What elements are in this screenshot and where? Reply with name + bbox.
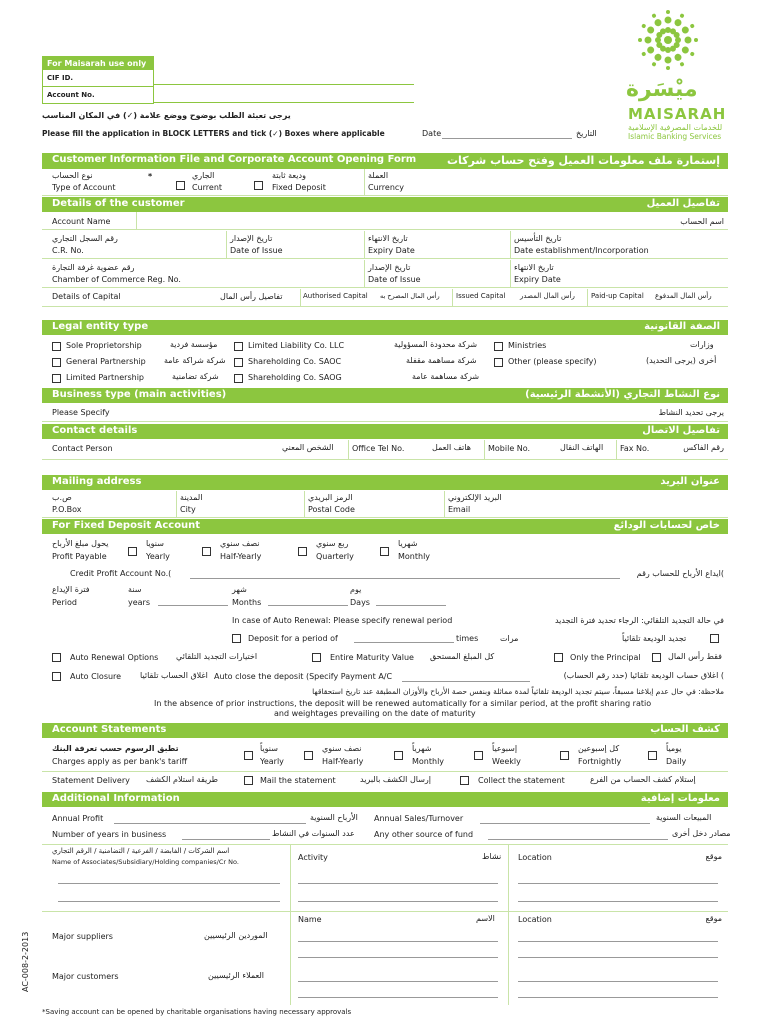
years-field[interactable]: [158, 605, 228, 606]
ap-ar: الأرباح السنوية: [310, 813, 358, 822]
location-line-2[interactable]: [518, 901, 718, 902]
sole-ar: مؤسسة فردية: [170, 340, 218, 349]
use-only-title: For Maisarah use only: [43, 57, 153, 70]
fd-hy-en: Half-Yearly: [220, 552, 262, 561]
coll-ar: إستلام كشف الحساب من الفرع: [590, 775, 696, 784]
customer-loc-1[interactable]: [518, 981, 718, 982]
saoc-checkbox[interactable]: [234, 358, 243, 367]
per-ar: فترة الإيداع: [52, 585, 90, 594]
divider: [42, 771, 728, 772]
ny-en: Number of years in business: [52, 830, 167, 839]
fd-quarterly-checkbox[interactable]: [298, 547, 307, 556]
doi-ar: تاريخ الإصدار: [230, 234, 273, 243]
assoc-line-2[interactable]: [58, 901, 280, 902]
details-title-ar: تفاصيل العميل: [646, 198, 720, 209]
divider: [364, 169, 365, 196]
pp-ar: يحول مبلغ الأرباح: [52, 539, 109, 548]
pp-en: Profit Payable: [52, 552, 107, 561]
st-daily-checkbox[interactable]: [648, 751, 657, 760]
logo-ar: ميْسَرة: [626, 77, 698, 102]
collect-statement-checkbox[interactable]: [460, 776, 469, 785]
activity-en: Activity: [298, 853, 328, 862]
mailing-title-en: Mailing address: [52, 476, 142, 487]
doi-en: Date of Issue: [230, 246, 283, 255]
st-hy-ar: نصف سنوي: [322, 744, 362, 753]
mobile-ar: الهاتف النقال: [560, 443, 604, 452]
divider: [444, 491, 445, 518]
deposit-period-field[interactable]: [354, 642, 454, 643]
fax-ar: رقم الفاكس: [683, 443, 724, 452]
divider: [510, 260, 511, 288]
fd-y-ar: سنويا: [146, 539, 164, 548]
aro-ar: اختيارات التجديد التلقائي: [176, 652, 258, 661]
details-title-en: Details of the customer: [52, 198, 185, 209]
currency-en: Currency: [368, 183, 405, 192]
exp-ar: تاريخ الانتهاء: [368, 234, 408, 243]
lp-checkbox[interactable]: [52, 374, 61, 383]
ministries-checkbox[interactable]: [494, 342, 503, 351]
cr-ar: رقم السجل التجاري: [52, 234, 118, 243]
st-d-ar: يومياً: [666, 744, 682, 753]
note-en1: In the absence of prior instructions, the deposit will be renewed automatically for a similar period, at the profit sharing ratio: [154, 699, 652, 708]
fd-hy-ar: نصف سنوي: [220, 539, 260, 548]
saog-en: Shareholding Co. SAOG: [248, 373, 342, 382]
divider: [508, 845, 509, 1005]
emv-en: Entire Maturity Value: [330, 653, 414, 662]
ac-ar: اغلاق الحساب تلقائيا: [140, 671, 208, 680]
sole-en: Sole Proprietorship: [66, 341, 142, 350]
times-en: times: [456, 634, 479, 643]
days-field[interactable]: [376, 605, 446, 606]
activity-line-1[interactable]: [298, 883, 498, 884]
contact-title-ar: تفاصيل الاتصال: [642, 425, 720, 436]
email-en: Email: [448, 505, 471, 514]
type-label-ar: نوع الحساب: [52, 171, 93, 180]
fd-m-ar: شهريا: [398, 539, 418, 548]
ap-en: Annual Profit: [52, 814, 104, 823]
form-title-bar: [42, 153, 728, 169]
capital-ar: تفاصيل رأس المال: [220, 292, 283, 301]
fd-ar: وديعة ثابتة: [272, 171, 306, 180]
op-ar-checkbox[interactable]: [652, 653, 661, 662]
at-ar: المبيعات السنوية: [656, 813, 712, 822]
mailing-title-ar: عنوان البريد: [660, 476, 720, 487]
dy-ar: يوم: [350, 585, 362, 594]
ms-en: Major suppliers: [52, 932, 113, 941]
min-en: Ministries: [508, 341, 547, 350]
op-en: Only the Principal: [570, 653, 641, 662]
contact-bar: [42, 424, 728, 439]
fd-q-en: Quarterly: [316, 552, 354, 561]
business-title-ar: نوع النشاط التجاري (الأنشطة الرئيسية): [525, 389, 720, 400]
activity-ar: نشاط: [482, 852, 502, 861]
other-checkbox[interactable]: [494, 358, 503, 367]
per-en: Period: [52, 598, 77, 607]
divider: [300, 289, 301, 307]
st-m-en: Monthly: [412, 757, 445, 766]
dep-en: Deposit for a period of: [248, 634, 338, 643]
dep-ar: تجديد الوديعة تلقائياً: [622, 634, 687, 643]
city-ar: المدينة: [180, 493, 203, 502]
fd-m-en: Monthly: [398, 552, 431, 561]
capital-en: Details of Capital: [52, 292, 121, 301]
maisarah-logo-icon: [638, 10, 698, 70]
supplier-line-2[interactable]: [298, 957, 498, 958]
ccr-en: Chamber of Commerce Reg. No.: [52, 275, 181, 284]
principal-checkbox[interactable]: [554, 653, 563, 662]
legal-title-en: Legal entity type: [52, 321, 149, 332]
oth-ar: أخرى (يرجى التحديد): [646, 356, 717, 365]
coll-en: Collect the statement: [478, 776, 565, 785]
times-ar: مرات: [500, 634, 519, 643]
business-bar: [42, 388, 728, 403]
account-name-en: Account Name: [52, 217, 111, 226]
iss-en: Issued Capital: [456, 292, 506, 300]
st-w-ar: إسبوعياً: [492, 744, 518, 753]
fd-title-en: For Fixed Deposit Account: [52, 520, 201, 531]
gp-en: General Partnership: [66, 357, 146, 366]
auto-closure-checkbox[interactable]: [52, 672, 61, 681]
logo-sub-ar: للخدمات المصرفية الإسلامية: [628, 123, 723, 132]
location2-ar: موقع: [705, 914, 722, 923]
pobox-en: P.O.Box: [52, 505, 82, 514]
os-en: Any other source of fund: [374, 830, 474, 839]
mailing-row: [42, 491, 728, 518]
cr-row: [42, 231, 728, 259]
divider: [510, 231, 511, 259]
city-en: City: [180, 505, 196, 514]
mail-statement-checkbox[interactable]: [244, 776, 253, 785]
logo-en: MAISARAH: [628, 105, 727, 123]
postal-en: Postal Code: [308, 505, 355, 514]
ccr-row: [42, 260, 728, 288]
tariff-en: Charges apply as per bank's tariff: [52, 757, 188, 766]
divider: [484, 440, 485, 460]
note-en2: and weightages prevailing on the date of maturity: [274, 709, 476, 718]
supplier-loc-1[interactable]: [518, 941, 718, 942]
legal-bar: [42, 320, 728, 335]
saog-ar: شركة مساهمة عامة: [412, 372, 480, 381]
aro-en: Auto Renewal Options: [70, 653, 159, 662]
fd-section: [42, 535, 728, 723]
form-code: AC-008-2-2013: [21, 931, 30, 992]
name-en: Name: [298, 915, 322, 924]
assoc-en: Name of Associates/Subsidiary/Holding companies/Cr No.: [52, 858, 239, 866]
llc-en: Limited Liability Co. LLC: [248, 341, 345, 350]
cpa-field[interactable]: [190, 578, 620, 579]
exp2-ar: تاريخ الانتهاء: [514, 263, 554, 272]
divider: [290, 845, 291, 1005]
divider: [616, 440, 617, 460]
form-title-en: Customer Information File and Corporate Account Opening Form: [52, 154, 417, 165]
divider: [42, 911, 728, 912]
doi2-en: Date of Issue: [368, 275, 421, 284]
person-ar: الشخص المعني: [282, 443, 334, 452]
st-d-en: Daily: [666, 757, 687, 766]
legal-title-ar: الصفة القانونية: [644, 321, 720, 332]
st-fortnightly-checkbox[interactable]: [560, 751, 569, 760]
fd-monthly-checkbox[interactable]: [380, 547, 389, 556]
paid-en: Paid-up Capital: [591, 292, 644, 300]
st-y-en: Yearly: [260, 757, 284, 766]
fd-title-ar: خاص لحسابات الودائع: [613, 520, 720, 531]
st-weekly-checkbox[interactable]: [474, 751, 483, 760]
cpa-ar: ايداع الأرباح للحساب رقم(: [636, 569, 724, 578]
st-yearly-checkbox[interactable]: [244, 751, 253, 760]
cpa-en: Credit Profit Account No.(: [70, 569, 172, 578]
saog-checkbox[interactable]: [234, 374, 243, 383]
oth-en: Other (please specify): [508, 357, 597, 366]
fixed-deposit-checkbox[interactable]: [254, 181, 263, 190]
dep-ar-checkbox[interactable]: [710, 634, 719, 643]
ccr-ar: رقم عضوية غرفة التجارة: [52, 263, 135, 272]
iss-ar: رأس المال المصدر: [520, 292, 575, 300]
account-no-label: Account No.: [47, 91, 95, 99]
sd-ar: طريقة استلام الكشف: [146, 775, 218, 784]
months-field[interactable]: [268, 605, 348, 606]
account-type-row: [42, 169, 728, 196]
instructions-en: Please fill the application in BLOCK LETTERS and tick (✓) Boxes where applicable: [42, 129, 385, 138]
account-no-field[interactable]: [154, 87, 414, 103]
op-ar: فقط رأس المال: [668, 652, 722, 661]
ny-ar: عدد السنوات في النشاط: [272, 829, 355, 838]
payment-ac-field[interactable]: [402, 681, 530, 682]
divider: [587, 289, 588, 307]
at-en: Annual Sales/Turnover: [374, 814, 464, 823]
additional-bar: [42, 792, 728, 807]
name-ar: الاسم: [476, 914, 495, 923]
type-label-en: Type of Account: [52, 183, 116, 192]
contact-row: [42, 440, 728, 460]
ar-en: In case of Auto Renewal: Please specify renewal period: [232, 616, 453, 625]
customer-loc-2[interactable]: [518, 997, 718, 998]
current-en: Current: [192, 183, 223, 192]
office-ar: هاتف العمل: [432, 443, 471, 452]
exp2-en: Expiry Date: [514, 275, 561, 284]
fd-halfyearly-checkbox[interactable]: [202, 547, 211, 556]
divider: [348, 440, 349, 460]
fd-y-en: Yearly: [146, 552, 170, 561]
doi2-ar: تاريخ الإصدار: [368, 263, 411, 272]
emv-checkbox[interactable]: [312, 653, 321, 662]
fax-en: Fax No.: [620, 444, 650, 453]
use-only-box: [42, 56, 154, 104]
business-title-en: Business type (main activities): [52, 389, 227, 400]
other-source-field[interactable]: [488, 839, 668, 840]
ms-ar: الموردين الرئيسيين: [204, 931, 268, 940]
spec-ar: يرجى تحديد النشاط: [658, 408, 724, 417]
yr-en: years: [128, 598, 151, 607]
acd-en: Auto close the deposit (Specify Payment A/C: [214, 672, 393, 681]
capital-row: [42, 289, 728, 307]
auto-renewal-checkbox[interactable]: [52, 653, 61, 662]
location2-en: Location: [518, 915, 552, 924]
statements-title-ar: كشف الحساب: [650, 724, 720, 735]
saoc-ar: شركة مساهمة مقفلة: [406, 356, 477, 365]
mail-en: Mail the statement: [260, 776, 336, 785]
statements-bar: [42, 723, 728, 738]
os-ar: مصادر دخل أخرى: [672, 829, 731, 838]
st-y-ar: سنوياً: [260, 744, 278, 753]
auth-ar: رأس المال المصرح به: [380, 292, 440, 300]
person-en: Contact Person: [52, 444, 113, 453]
supplier-loc-2[interactable]: [518, 957, 718, 958]
legal-grid: [42, 336, 728, 386]
gp-ar: شركة شراكة عامة: [164, 356, 226, 365]
account-name-ar: اسم الحساب: [680, 217, 724, 226]
saoc-en: Shareholding Co. SAOC: [248, 357, 342, 366]
st-w-en: Weekly: [492, 757, 521, 766]
st-f-en: Fortnightly: [578, 757, 622, 766]
st-f-ar: كل إسبوعين: [578, 744, 620, 753]
date-field[interactable]: [442, 138, 572, 139]
activity-line-2[interactable]: [298, 901, 498, 902]
current-ar: الجاري: [192, 171, 215, 180]
assoc-ar: اسم الشركات / الفابضة / الفرعية / التضامنية / الرقم التجاري: [52, 847, 230, 855]
exp-en: Expiry Date: [368, 246, 415, 255]
date-label: Date: [422, 129, 442, 138]
customer-line-1[interactable]: [298, 981, 498, 982]
divider: [364, 260, 365, 288]
location-ar: موقع: [705, 852, 722, 861]
yr-ar: سنة: [128, 585, 142, 594]
location-line-1[interactable]: [518, 883, 718, 884]
paid-ar: رأس المال المدفوع: [655, 292, 712, 300]
supplier-line-1[interactable]: [298, 941, 498, 942]
divider: [176, 491, 177, 518]
dy-en: Days: [350, 598, 370, 607]
cif-line: [43, 86, 153, 87]
instructions-ar: يرجى تعبئة الطلب بوضوح ووضع علامة (✓) في المكان المناسب: [42, 111, 291, 120]
auth-en: Authorised Capital: [303, 292, 368, 300]
cr-en: C.R. No.: [52, 246, 84, 255]
currency-ar: العملة: [368, 171, 389, 180]
type-star: *: [148, 172, 153, 181]
st-halfyearly-checkbox[interactable]: [304, 751, 313, 760]
divider: [136, 212, 137, 230]
fd-q-ar: ربع سنوي: [316, 539, 349, 548]
sd-en: Statement Delivery: [52, 776, 130, 785]
mc-ar: العملاء الرئيسيين: [208, 971, 264, 980]
footer-note: *Saving account can be opened by charitable organisations having necessary approvals: [42, 1008, 352, 1016]
postal-ar: الرمز البريدي: [308, 493, 353, 502]
additional-title-ar: معلومات إضافية: [640, 793, 720, 804]
acd-ar: اغلاق حساب الوديعة تلقائيا (حدد رقم الحساب) (: [563, 671, 724, 680]
details-bar: [42, 197, 728, 212]
ac-en: Auto Closure: [70, 672, 122, 681]
statements-section: [42, 739, 728, 791]
fd-bar: [42, 519, 728, 534]
tariff-ar: تطبق الرسوم حسب تعرفة البنك: [52, 744, 179, 753]
st-monthly-checkbox[interactable]: [394, 751, 403, 760]
mail-ar: إرسال الكشف بالبريد: [360, 775, 431, 784]
pobox-ar: ص.ب: [52, 493, 72, 502]
fd-yearly-checkbox[interactable]: [128, 547, 137, 556]
ar-ar: في حالة التجديد التلقائي: الرجاء تحديد فترة التجديد: [554, 616, 724, 625]
turnover-field[interactable]: [480, 823, 650, 824]
lp-ar: شركة تضامنية: [172, 372, 219, 381]
divider: [364, 231, 365, 259]
lp-en: Limited Partnership: [66, 373, 144, 382]
fd-en: Fixed Deposit: [272, 183, 326, 192]
logo-sub-en: Islamic Banking Services: [628, 132, 722, 141]
statements-title-en: Account Statements: [52, 724, 167, 735]
customer-line-2[interactable]: [298, 997, 498, 998]
mo-ar: شهر: [232, 585, 247, 594]
current-checkbox[interactable]: [176, 181, 185, 190]
additional-title-en: Additional Information: [52, 793, 180, 804]
est-en: Date establishment/Incorporation: [514, 246, 649, 255]
cif-field[interactable]: [154, 69, 414, 85]
office-en: Office Tel No.: [352, 444, 405, 453]
llc-ar: شركة محدودة المسؤولية: [394, 340, 478, 349]
divider: [226, 231, 227, 259]
form-title-ar: إستمارة ملف معلومات العميل وفتح حساب شركات: [447, 154, 720, 167]
st-hy-en: Half-Yearly: [322, 757, 364, 766]
location-en: Location: [518, 853, 552, 862]
note-ar: ملاحظة: في حال عدم إبلاغنا مسبقاً، سيتم تجديد الوديعة تلقائياً لمدة مماثلة وبنفس حصة الأرباح والأوزان المطبقة عند تاريخ استحقاقها: [312, 687, 724, 696]
mo-en: Months: [232, 598, 262, 607]
est-ar: تاريخ التأسيس: [514, 234, 562, 243]
divider: [452, 289, 453, 307]
business-row[interactable]: [42, 404, 728, 422]
min-ar: وزارات: [690, 340, 714, 349]
years-business-field[interactable]: [182, 839, 270, 840]
sole-checkbox[interactable]: [52, 342, 61, 351]
date-label-ar: التاريخ: [576, 129, 597, 138]
st-m-ar: شهرياً: [412, 744, 432, 753]
emv-ar: كل المبلغ المستحق: [430, 652, 495, 661]
mc-en: Major customers: [52, 972, 119, 981]
email-ar: البريد الإلكتروني: [448, 493, 502, 502]
llc-checkbox[interactable]: [234, 342, 243, 351]
deposit-period-checkbox[interactable]: [232, 634, 241, 643]
mailing-bar: [42, 475, 728, 490]
mobile-en: Mobile No.: [488, 444, 531, 453]
cif-label: CIF ID.: [47, 74, 74, 82]
associates-table: [42, 844, 728, 1004]
account-name-row[interactable]: [42, 212, 728, 230]
spec-en: Please Specify: [52, 408, 110, 417]
divider: [304, 491, 305, 518]
assoc-line-1[interactable]: [58, 883, 280, 884]
contact-title-en: Contact details: [52, 425, 138, 436]
annual-profit-field[interactable]: [114, 823, 306, 824]
gp-checkbox[interactable]: [52, 358, 61, 367]
